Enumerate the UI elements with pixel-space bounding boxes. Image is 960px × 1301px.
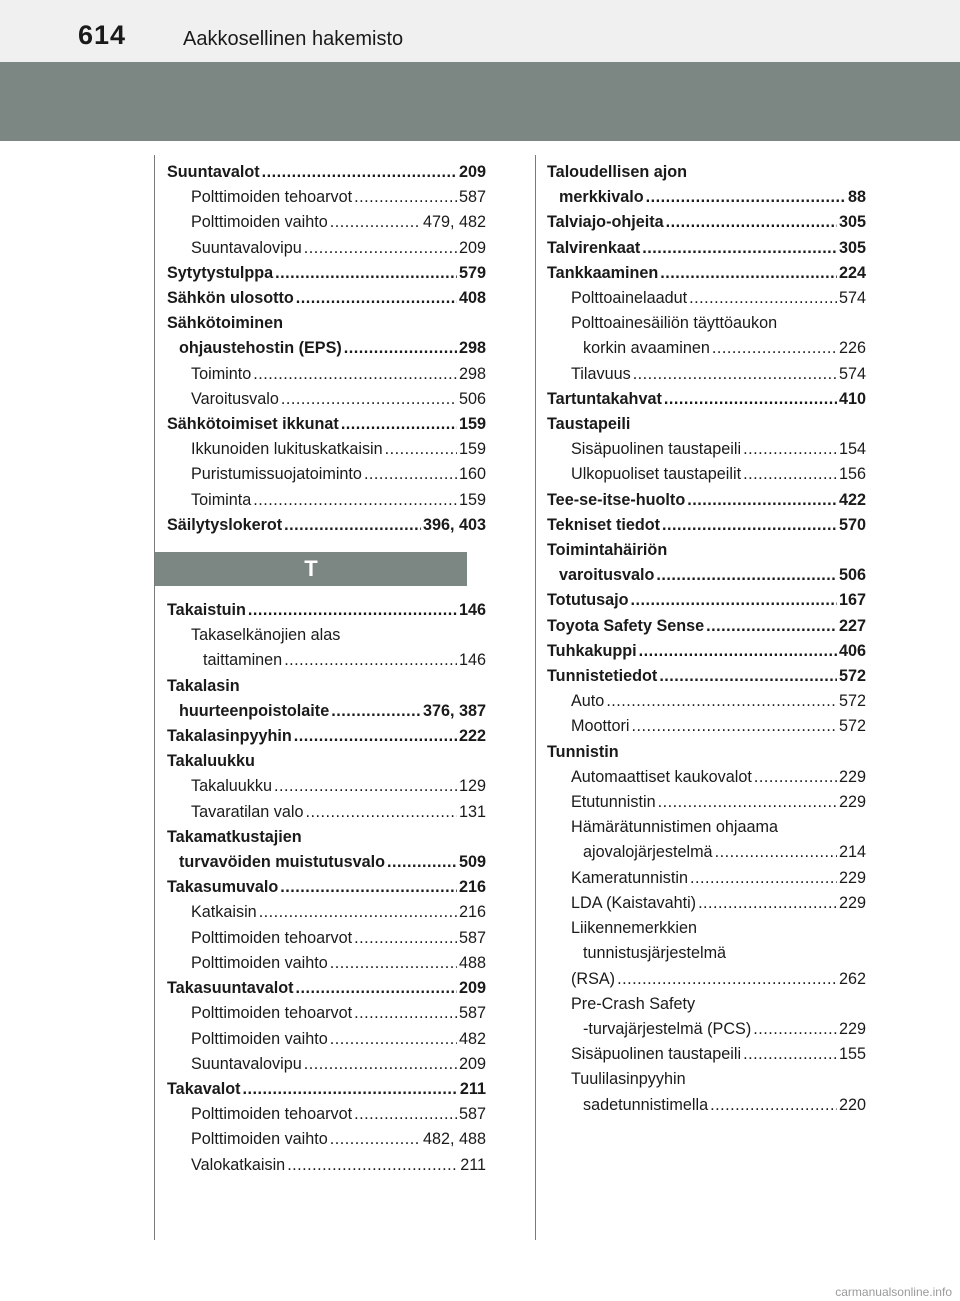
entry-term: Tilavuus	[571, 364, 631, 383]
dot-leader	[666, 210, 837, 235]
index-entry	[547, 236, 866, 261]
dot-leader	[284, 513, 421, 538]
entry-term: Toiminto	[191, 364, 252, 383]
entry-term: Polttimoiden vaihto	[191, 1130, 328, 1149]
index-entry	[167, 724, 486, 749]
index-entry	[167, 623, 486, 648]
entry-term: Takalasinpyyhin	[167, 727, 292, 746]
entry-page-ref: 209	[458, 238, 486, 257]
index-entry	[547, 387, 866, 412]
index-entry	[167, 1153, 486, 1178]
index-entry	[167, 437, 486, 462]
entry-term: Tartuntakahvat	[547, 389, 662, 408]
entry-term: Pre-Crash Safety	[571, 994, 696, 1013]
entry-term: Polttimoiden tehoarvot	[191, 1004, 353, 1023]
index-entry	[547, 210, 866, 235]
index-entry	[167, 160, 486, 185]
entry-term: Tee-se-itse-huolto	[547, 490, 686, 509]
index-entry	[547, 891, 866, 916]
entry-term: Tuhkakuppi	[547, 641, 637, 660]
dot-leader	[659, 664, 837, 689]
index-entry	[167, 286, 486, 311]
entry-page-ref: 305	[838, 213, 866, 232]
entry-term: Sisäpuolinen taustapeili	[571, 1045, 742, 1064]
entry-page-ref: 131	[458, 802, 486, 821]
entry-term: Toimintahäiriön	[547, 541, 668, 560]
entry-term: Tavaratilan valo	[191, 802, 304, 821]
entry-term: huurteenpoistolaite	[179, 701, 330, 720]
entry-term: Sähkötoiminen	[167, 314, 284, 333]
index-entry	[547, 866, 866, 891]
entry-page-ref: 222	[458, 727, 486, 746]
entry-term: Auto	[571, 692, 605, 711]
entry-term: Polttimoiden tehoarvot	[191, 928, 353, 947]
entry-term: korkin avaaminen	[583, 339, 710, 358]
entry-page-ref: 482, 488	[422, 1130, 486, 1149]
index-entry	[167, 800, 486, 825]
index-entry	[547, 992, 866, 1017]
index-entry	[167, 850, 486, 875]
dot-leader	[364, 462, 457, 487]
entry-term: Taustapeili	[547, 415, 631, 434]
index-entry	[547, 1067, 866, 1092]
dot-leader	[331, 699, 421, 724]
index-entry	[167, 926, 486, 951]
page-number: 614	[78, 20, 127, 50]
dot-leader	[710, 1093, 837, 1118]
index-entry	[167, 210, 486, 235]
entry-term: Talvirenkaat	[547, 238, 641, 257]
entry-term: Sähkön ulosotto	[167, 289, 294, 308]
entry-term: ohjaustehostin (EPS)	[179, 339, 342, 358]
entry-page-ref: 579	[458, 263, 486, 282]
index-entry	[167, 412, 486, 437]
dot-leader	[253, 488, 457, 513]
entry-term: Talviajo-ohjeita	[547, 213, 664, 232]
entry-page-ref: 298	[458, 364, 486, 383]
entry-term: (RSA)	[571, 969, 616, 988]
footer-watermark: carmanualsonline.info	[835, 1285, 952, 1299]
dot-leader	[743, 462, 837, 487]
entry-term: Polttimoiden vaihto	[191, 953, 328, 972]
index-entry	[547, 336, 866, 361]
index-entry	[547, 916, 866, 941]
left-index-column	[167, 160, 486, 1178]
dot-leader	[660, 261, 837, 286]
entry-term: Toiminta	[191, 490, 252, 509]
entry-term: Sisäpuolinen taustapeili	[571, 440, 742, 459]
dot-leader	[662, 513, 837, 538]
entry-page-ref: 570	[838, 515, 866, 534]
index-entry	[547, 689, 866, 714]
dot-leader	[642, 236, 837, 261]
entry-page-ref: 408	[458, 289, 486, 308]
entry-term: Takaistuin	[167, 601, 246, 620]
dot-leader	[631, 588, 837, 613]
entry-page-ref: 482	[458, 1029, 486, 1048]
index-entry	[547, 412, 866, 437]
entry-term: Liikennemerkkien	[571, 919, 697, 938]
entry-page-ref: 209	[458, 163, 486, 181]
index-entry	[167, 387, 486, 412]
dot-leader	[631, 714, 837, 739]
dot-leader	[706, 614, 837, 639]
index-entry	[547, 538, 866, 563]
index-entry	[167, 1127, 486, 1152]
entry-page-ref: 209	[458, 1054, 486, 1073]
entry-term: taittaminen	[203, 651, 283, 670]
entry-term: Puristumissuojatoiminto	[191, 465, 362, 484]
index-entry	[167, 462, 486, 487]
entry-term: Tankkaaminen	[547, 263, 659, 282]
index-entry	[547, 437, 866, 462]
index-entry	[167, 1102, 486, 1127]
dot-leader	[664, 387, 837, 412]
entry-page-ref: 396, 403	[422, 515, 486, 534]
entry-page-ref: 227	[838, 616, 866, 635]
index-entry	[167, 1001, 486, 1026]
index-entry	[167, 261, 486, 286]
dot-leader	[304, 1052, 457, 1077]
index-entry	[547, 765, 866, 790]
dot-leader	[606, 689, 837, 714]
index-entry	[167, 598, 486, 623]
dot-leader	[633, 362, 837, 387]
entry-page-ref: 129	[458, 777, 486, 796]
entry-page-ref: 216	[458, 903, 486, 922]
entry-term: ajovalojärjestelmä	[583, 843, 713, 862]
dot-leader	[344, 336, 457, 361]
entry-page-ref: 574	[838, 364, 866, 383]
index-entry	[547, 1093, 866, 1118]
dot-leader	[281, 387, 457, 412]
entry-page-ref: 220	[838, 1095, 866, 1114]
dot-leader	[284, 648, 457, 673]
dot-leader	[275, 261, 457, 286]
index-entry	[547, 588, 866, 613]
entry-term: Säilytyslokerot	[167, 515, 283, 534]
entry-page-ref: 226	[838, 339, 866, 358]
index-entry	[547, 664, 866, 689]
entry-page-ref: 298	[458, 339, 486, 358]
index-entry	[547, 1017, 866, 1042]
dot-leader	[354, 185, 457, 210]
dot-leader	[330, 1027, 457, 1052]
entry-page-ref: 376, 387	[422, 701, 486, 720]
dot-leader	[656, 563, 837, 588]
entry-page-ref: 587	[458, 1105, 486, 1124]
entry-term: Takaluukku	[191, 777, 272, 796]
index-entry	[547, 362, 866, 387]
right-column-rule	[535, 155, 536, 1240]
entry-term: Tuulilasinpyyhin	[571, 1070, 686, 1089]
entry-page-ref: 211	[460, 1155, 486, 1174]
index-entry	[547, 815, 866, 840]
entry-term: merkkivalo	[559, 188, 644, 207]
entry-term: Hämärätunnistimen ohjaama	[571, 818, 778, 837]
entry-term: Valokatkaisin	[191, 1155, 286, 1174]
entry-page-ref: 572	[838, 667, 866, 686]
entry-term: Polttimoiden tehoarvot	[191, 1105, 353, 1124]
right-index-column	[547, 160, 866, 1118]
page-header	[0, 0, 960, 62]
entry-term: Suuntavalovipu	[191, 238, 302, 257]
dot-leader	[743, 437, 837, 462]
entry-page-ref: 159	[458, 415, 486, 434]
dot-leader	[287, 1153, 458, 1178]
entry-page-ref: 229	[838, 893, 866, 912]
index-entry	[167, 185, 486, 210]
dot-leader	[304, 236, 457, 261]
index-entry	[167, 951, 486, 976]
entry-page-ref: 572	[838, 717, 866, 736]
entry-term: Polttimoiden vaihto	[191, 1029, 328, 1048]
index-entry	[547, 614, 866, 639]
entry-page-ref: 167	[838, 591, 866, 610]
dot-leader	[743, 1042, 837, 1067]
entry-term: -turvajärjestelmä (PCS)	[583, 1019, 752, 1038]
entry-page-ref: 214	[838, 843, 866, 862]
dot-leader	[253, 362, 457, 387]
entry-term: Polttoainesäiliön täyttöaukon	[571, 314, 778, 333]
entry-page-ref: 229	[838, 868, 866, 887]
dot-leader	[753, 1017, 837, 1042]
entry-page-ref: 146	[458, 601, 486, 620]
entry-term: LDA (Kaistavahti)	[571, 893, 697, 912]
entry-term: Polttimoiden tehoarvot	[191, 188, 353, 207]
entry-page-ref: 224	[838, 263, 866, 282]
entry-term: Takasuuntavalot	[167, 979, 294, 998]
dot-leader	[341, 412, 457, 437]
entry-term: Tunnistetiedot	[547, 667, 658, 686]
dot-leader	[262, 160, 457, 185]
section-title: Aakkosellinen hakemisto	[183, 28, 404, 50]
entry-term: Totutusajo	[547, 591, 629, 610]
index-entry	[547, 513, 866, 538]
index-entry	[547, 286, 866, 311]
entry-term: Polttoainelaadut	[571, 289, 688, 308]
entry-page-ref: 509	[458, 853, 486, 872]
dot-leader	[639, 639, 837, 664]
entry-term: Sytytystulppa	[167, 263, 274, 282]
entry-page-ref: 572	[838, 692, 866, 711]
index-entry	[167, 875, 486, 900]
entry-page-ref: 159	[458, 440, 486, 459]
entry-page-ref: 146	[458, 651, 486, 670]
entry-page-ref: 159	[458, 490, 486, 509]
entry-term: Tunnistin	[547, 742, 619, 761]
dot-leader	[385, 437, 457, 462]
index-entry	[167, 900, 486, 925]
index-entry	[547, 311, 866, 336]
entry-term: sadetunnistimella	[583, 1095, 709, 1114]
entry-term: Takasumuvalo	[167, 878, 279, 897]
index-entry	[167, 674, 486, 699]
entry-page-ref: 88	[847, 188, 866, 207]
index-entry	[547, 740, 866, 765]
letter-heading: T	[155, 552, 467, 586]
dot-leader	[687, 488, 837, 513]
index-entry	[547, 790, 866, 815]
dot-leader	[294, 724, 457, 749]
index-entry	[167, 488, 486, 513]
index-entry	[167, 774, 486, 799]
entry-term: Sähkötoimiset ikkunat	[167, 415, 339, 434]
index-entry	[547, 261, 866, 286]
dot-leader	[330, 1127, 421, 1152]
dot-leader	[690, 866, 837, 891]
dot-leader	[712, 336, 837, 361]
entry-term: Takalasin	[167, 676, 240, 695]
entry-page-ref: 422	[838, 490, 866, 509]
entry-page-ref: 229	[838, 1019, 866, 1038]
header-band	[0, 62, 960, 141]
index-entry	[167, 699, 486, 724]
dot-leader	[646, 185, 846, 210]
dot-leader	[658, 790, 837, 815]
dot-leader	[242, 1077, 457, 1102]
entry-page-ref: 406	[838, 641, 866, 660]
index-entry	[547, 1042, 866, 1067]
entry-term: Ulkopuoliset taustapeilit	[571, 465, 742, 484]
dot-leader	[754, 765, 837, 790]
entry-term: Suuntavalot	[167, 163, 260, 181]
dot-leader	[259, 900, 457, 925]
entry-term: turvavöiden muistutusvalo	[179, 853, 385, 872]
entry-term: Polttimoiden vaihto	[191, 213, 328, 232]
entry-term: Automaattiset kaukovalot	[571, 767, 752, 786]
entry-page-ref: 209	[458, 979, 486, 998]
entry-page-ref: 574	[838, 289, 866, 308]
index-entry	[167, 1027, 486, 1052]
dot-leader	[330, 951, 457, 976]
dot-leader	[274, 774, 457, 799]
index-entry	[547, 488, 866, 513]
index-entry	[547, 160, 866, 185]
entry-page-ref: 262	[838, 969, 866, 988]
entry-page-ref: 410	[838, 389, 866, 408]
index-entry	[547, 563, 866, 588]
entry-term: Ikkunoiden lukituskatkaisin	[191, 440, 383, 459]
index-entry	[167, 648, 486, 673]
entry-term: Etutunnistin	[571, 793, 656, 812]
index-entry	[167, 1052, 486, 1077]
dot-leader	[698, 891, 837, 916]
index-entry	[547, 185, 866, 210]
dot-leader	[296, 286, 457, 311]
dot-leader	[296, 976, 457, 1001]
index-entry	[167, 513, 486, 538]
entry-page-ref: 229	[838, 767, 866, 786]
index-entry	[547, 967, 866, 992]
index-entry	[547, 714, 866, 739]
dot-leader	[330, 210, 421, 235]
dot-leader	[280, 875, 457, 900]
entry-term: Takamatkustajien	[167, 827, 302, 846]
index-entry	[547, 941, 866, 966]
entry-term: Varoitusvalo	[191, 389, 279, 408]
index-entry	[167, 976, 486, 1001]
entry-term: Takaselkänojien alas	[191, 626, 341, 645]
entry-page-ref: 154	[838, 440, 866, 459]
entry-term: Tekniset tiedot	[547, 515, 661, 534]
dot-leader	[387, 850, 457, 875]
entry-page-ref: 488	[458, 953, 486, 972]
left-column-rule	[154, 155, 155, 1240]
index-entry	[547, 840, 866, 865]
dot-leader	[617, 967, 837, 992]
entry-page-ref: 305	[838, 238, 866, 257]
entry-page-ref: 229	[838, 793, 866, 812]
entry-term: Toyota Safety Sense	[547, 616, 705, 635]
index-entry	[167, 825, 486, 850]
index-entry	[167, 311, 486, 336]
entry-page-ref: 587	[458, 1004, 486, 1023]
index-entry	[167, 749, 486, 774]
dot-leader	[715, 840, 837, 865]
entry-page-ref: 216	[458, 878, 486, 897]
dot-leader	[248, 598, 457, 623]
entry-page-ref: 587	[458, 928, 486, 947]
entry-term: Suuntavalovipu	[191, 1054, 302, 1073]
entry-term: varoitusvalo	[559, 566, 655, 585]
entry-page-ref: 587	[458, 188, 486, 207]
entry-term: Kameratunnistin	[571, 868, 688, 887]
entry-page-ref: 479, 482	[422, 213, 486, 232]
entry-term: Takaluukku	[167, 752, 255, 771]
index-entry	[167, 1077, 486, 1102]
index-entry	[547, 462, 866, 487]
index-entry	[167, 236, 486, 261]
dot-leader	[305, 800, 457, 825]
entry-term: Takavalot	[167, 1079, 241, 1098]
entry-term: Moottori	[571, 717, 630, 736]
entry-page-ref: 155	[838, 1045, 866, 1064]
entry-page-ref: 506	[458, 389, 486, 408]
dot-leader	[689, 286, 837, 311]
entry-page-ref: 211	[459, 1079, 486, 1098]
entry-term: Katkaisin	[191, 903, 257, 922]
entry-page-ref: 156	[838, 465, 866, 484]
index-entry	[167, 362, 486, 387]
dot-leader	[354, 1102, 457, 1127]
index-entry	[167, 336, 486, 361]
entry-page-ref: 160	[458, 465, 486, 484]
entry-term: Taloudellisen ajon	[547, 163, 688, 181]
entry-page-ref: 506	[838, 566, 866, 585]
index-entry	[547, 639, 866, 664]
entry-term: tunnistusjärjestelmä	[583, 944, 727, 963]
dot-leader	[354, 926, 457, 951]
dot-leader	[354, 1001, 457, 1026]
